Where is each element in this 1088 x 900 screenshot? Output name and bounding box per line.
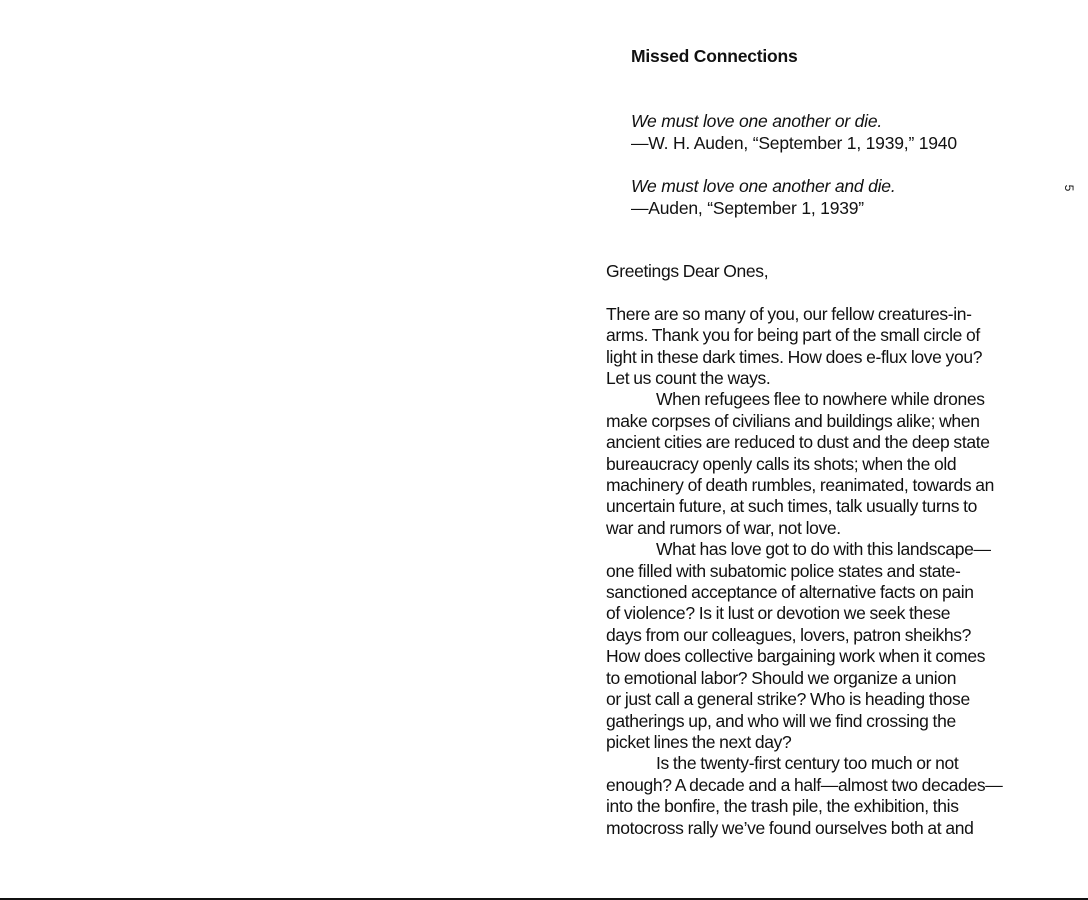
body-line: war and rumors of war, not love. [606, 517, 841, 538]
body-line: one filled with subatomic police states and state- [606, 560, 961, 581]
letter-body [606, 261, 1034, 839]
epigraph-attribution: —W. H. Auden, “September 1, 1939,” 1940 [631, 132, 957, 153]
body-line: When refugees flee to nowhere while drones [656, 389, 985, 410]
page-title: Missed Connections [631, 46, 798, 66]
body-line: light in these dark times. How does e-flux love you? [606, 346, 983, 367]
body-line: make corpses of civilians and buildings alike; when [606, 410, 980, 431]
body-line: Is the twenty-first century too much or not [656, 753, 959, 774]
body-line: into the bonfire, the trash pile, the exhibition, this [606, 796, 959, 817]
body-line: sanctioned acceptance of alternative facts on pain [606, 582, 974, 603]
body-line: gatherings up, and who will we find crossing the [606, 710, 956, 731]
body-line: machinery of death rumbles, reanimated, towards an [606, 475, 995, 496]
epigraph [631, 111, 957, 154]
epigraph-quote: We must love one another and die. [631, 176, 896, 196]
body-line: There are so many of you, our fellow creatures-in- [606, 303, 972, 324]
body-line: arms. Thank you for being part of the small circle of [606, 325, 980, 346]
body-line: to emotional labor? Should we organize a union [606, 667, 957, 688]
body-line: of violence? Is it lust or devotion we seek these [606, 603, 951, 624]
paragraph-gap [606, 282, 1034, 303]
page-number: 5 [1062, 184, 1076, 192]
epigraph-attribution: —Auden, “September 1, 1939” [631, 197, 864, 218]
body-line: days from our colleagues, lovers, patron sheikhs? [606, 624, 972, 645]
body-line: bureaucracy openly calls its shots; when the old [606, 453, 957, 474]
body-line: picket lines the next day? [606, 731, 792, 752]
body-line: uncertain future, at such times, talk usually turns to [606, 496, 978, 517]
salutation: Greetings Dear Ones, [606, 261, 769, 281]
epigraph [631, 176, 896, 219]
body-line: How does collective bargaining work when it comes [606, 646, 986, 667]
body-line: ancient cities are reduced to dust and the deep state [606, 432, 990, 453]
body-line: enough? A decade and a half—almost two decades— [606, 774, 1003, 795]
body-line: motocross rally we’ve found ourselves both at and [606, 817, 974, 838]
body-line: or just call a general strike? Who is heading those [606, 689, 970, 710]
body-line: What has love got to do with this landscape— [656, 539, 991, 560]
epigraph-quote: We must love one another or die. [631, 111, 883, 131]
body-line: Let us count the ways. [606, 368, 771, 389]
